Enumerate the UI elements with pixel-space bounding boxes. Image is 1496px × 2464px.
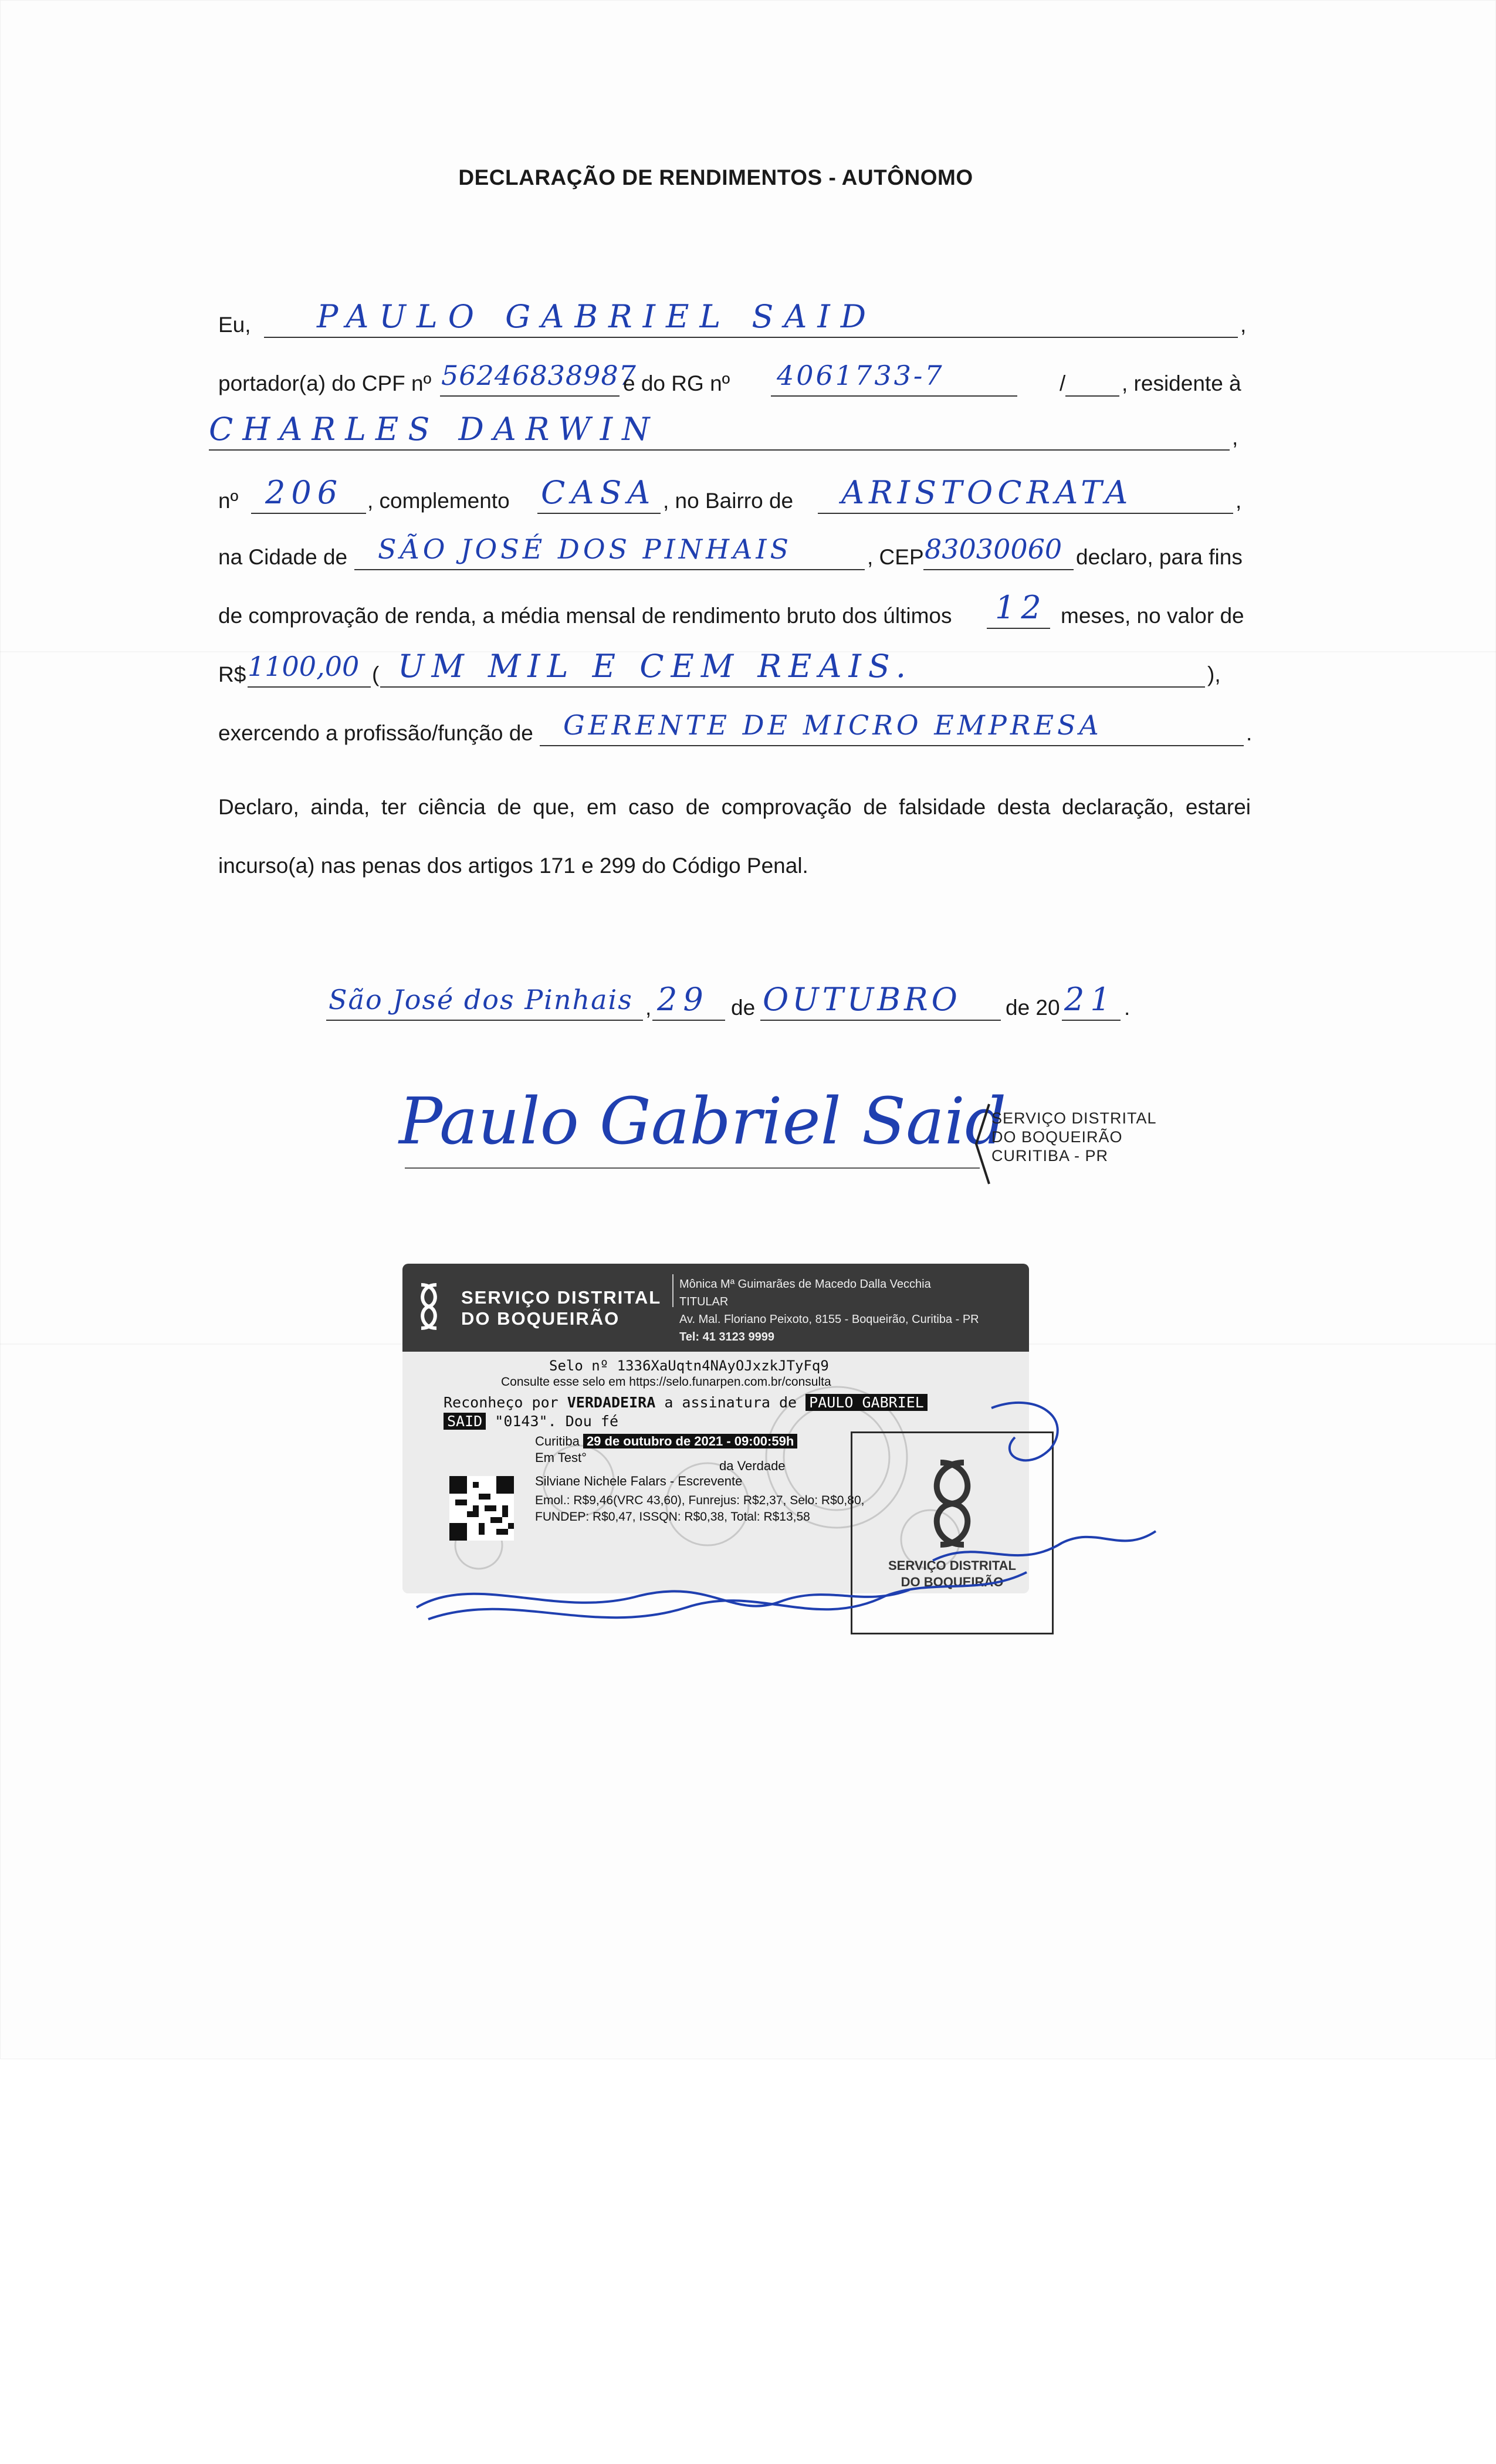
hw-endereco: CHARLES DARWIN	[209, 411, 659, 448]
field-valor-extenso	[380, 648, 1205, 688]
seal-address: Av. Mal. Floriano Peixoto, 8155 - Boqueirão, Curitiba - PR	[679, 1313, 979, 1326]
seal-divider	[672, 1274, 673, 1307]
signature-line	[405, 1167, 980, 1169]
label-comma: ,	[645, 996, 652, 1020]
label-numero: nº	[218, 489, 239, 513]
field-complemento	[537, 474, 661, 514]
seal-name-line2: DO BOQUEIRÃO	[461, 1308, 620, 1329]
label-comma: ,	[1236, 489, 1242, 513]
label-de: de	[731, 996, 756, 1020]
seal-nome1: PAULO GABRIEL	[805, 1394, 928, 1411]
field-nome	[264, 298, 1238, 338]
seal-number: Selo nº 1336XaUqtn4NAyOJxzkJTyFq9	[549, 1358, 829, 1374]
line-valor	[218, 648, 1250, 692]
hw-valor-extenso: UM MIL E CEM REAIS.	[398, 648, 913, 685]
field-profissao	[540, 709, 1244, 746]
label-period: .	[1246, 721, 1253, 745]
hw-bairro: ARISTOCRATA	[841, 474, 1133, 511]
field-numero	[251, 474, 366, 514]
hw-dia: 29	[657, 981, 709, 1018]
field-ano	[1062, 981, 1121, 1021]
seal-header	[402, 1264, 1029, 1352]
line-cidade	[218, 533, 1250, 575]
hw-numero: 206	[265, 474, 344, 511]
seal-fundep: FUNDEP: R$0,47, ISSQN: R$0,38, Total: R$13,58	[535, 1510, 810, 1524]
field-mes	[760, 981, 1001, 1021]
corner-stamp-line1: SERVIÇO DISTRITAL	[991, 1109, 1157, 1127]
label-cidade: na Cidade de	[218, 545, 348, 569]
seal-da-verdade: da Verdade	[719, 1458, 786, 1473]
seal-codigo: "0143". Dou fé	[495, 1413, 618, 1430]
page-background	[0, 2059, 1496, 2464]
hw-nome: PAULO GABRIEL SAID	[317, 298, 877, 335]
seal-reconheco: Reconheço por	[444, 1394, 559, 1411]
line-comprovacao	[218, 589, 1250, 634]
field-cpf	[440, 360, 637, 397]
label-comma: ,	[1232, 425, 1238, 449]
field-local	[326, 984, 643, 1021]
label-complemento: , complemento	[367, 489, 510, 513]
label-cep: , CEP	[867, 545, 924, 569]
hw-complemento: CASA	[541, 474, 656, 511]
signature: Paulo Gabriel Said	[399, 1084, 1007, 1159]
seal-escrevente: Silviane Nichele Falars - Escrevente	[535, 1474, 743, 1488]
document-title: DECLARAÇÃO DE RENDIMENTOS - AUTÔNOMO	[458, 165, 973, 189]
label-comprovacao: de comprovação de renda, a média mensal de rendimento bruto dos últimos	[218, 604, 952, 628]
seal-owner: Mônica Mª Guimarães de Macedo Dalla Vecchia	[679, 1278, 931, 1291]
field-cep	[923, 533, 1074, 570]
line-profissao	[218, 709, 1253, 751]
line-numero	[218, 474, 1250, 519]
label-meses: meses, no valor de	[1061, 604, 1244, 628]
label-period: .	[1124, 996, 1131, 1020]
notary-logo-icon	[414, 1280, 444, 1333]
seal-phone: Tel: 41 3123 9999	[679, 1331, 774, 1343]
label-cpf: portador(a) do CPF nº	[218, 371, 432, 395]
hw-ano: 21	[1064, 981, 1116, 1018]
field-dia	[652, 981, 725, 1021]
seal-name-line1: SERVIÇO DISTRITAL	[461, 1287, 662, 1308]
hw-profissao: GERENTE DE MICRO EMPRESA	[563, 709, 1102, 741]
corner-stamp-line2: DO BOQUEIRÃO	[991, 1128, 1123, 1146]
field-rg	[771, 360, 1017, 397]
seal-cidade: Curitiba	[535, 1434, 580, 1448]
stamp-box-line2: DO BOQUEIRÃO	[901, 1575, 1004, 1589]
seal-em-test: Em Test°	[535, 1450, 587, 1465]
hw-local: São José dos Pinhais	[329, 984, 633, 1016]
line-name	[218, 298, 1250, 343]
label-declaro: declaro, para fins	[1076, 545, 1243, 569]
field-meses	[987, 589, 1050, 629]
notary-signature-scribble	[405, 1385, 1167, 1654]
declaration-paragraph: Declaro, ainda, ter ciência de que, em caso de comprovação de falsidade desta declaração, estarei incurso(a) nas penas dos artigos 171 e 299 do Código Penal.	[218, 795, 1251, 878]
seal-nome2: SAID	[444, 1413, 486, 1430]
hw-rg: 4061733-7	[777, 360, 945, 391]
seal-assinatura-de: a assinatura de	[664, 1394, 797, 1411]
label-eu: Eu,	[218, 313, 251, 337]
corner-stamp	[974, 1103, 1185, 1185]
label-slash: /	[1060, 371, 1066, 395]
line-date	[326, 981, 1358, 1025]
label-paren-close: ),	[1207, 662, 1221, 686]
seal-consulte: Consulte esse selo em https://selo.funarpen.com.br/consulta	[501, 1375, 831, 1389]
line-endereco	[209, 411, 1240, 455]
field-rg-uf	[1065, 363, 1119, 397]
hw-meses: 12	[995, 589, 1047, 626]
hw-cep: 83030060	[925, 533, 1062, 565]
stamp-box-line1: SERVIÇO DISTRITAL	[888, 1558, 1016, 1573]
label-rg: e do RG nº	[623, 371, 730, 395]
bracket-icon	[974, 1103, 991, 1185]
seal-owner-role: TITULAR	[679, 1295, 729, 1308]
hw-mes: OUTUBRO	[763, 981, 961, 1018]
seal-verdadeira: VERDADEIRA	[567, 1394, 656, 1411]
label-comma: ,	[1240, 313, 1247, 337]
label-bairro: , no Bairro de	[663, 489, 794, 513]
label-profissao: exercendo a profissão/função de	[218, 721, 533, 745]
seal-datahora: 29 de outubro de 2021 - 09:00:59h	[583, 1434, 797, 1448]
corner-stamp-line3: CURITIBA - PR	[991, 1147, 1109, 1165]
hw-cidade: SÃO JOSÉ DOS PINHAIS	[378, 533, 793, 565]
label-rs: R$	[218, 662, 246, 686]
field-valor	[248, 651, 371, 688]
hw-valor: 1100,00	[248, 651, 360, 682]
seal-emol: Emol.: R$9,46(VRC 43,60), Funrejus: R$2,37, Selo: R$0,80,	[535, 1494, 865, 1507]
field-endereco	[209, 411, 1230, 451]
label-residente: , residente à	[1122, 371, 1241, 395]
label-paren-open: (	[372, 662, 380, 686]
label-de-20: de 20	[1006, 996, 1060, 1020]
line-cpf	[218, 360, 1250, 401]
hw-cpf: 56246838987	[441, 360, 637, 391]
field-bairro	[818, 474, 1233, 514]
field-cidade	[354, 533, 865, 570]
